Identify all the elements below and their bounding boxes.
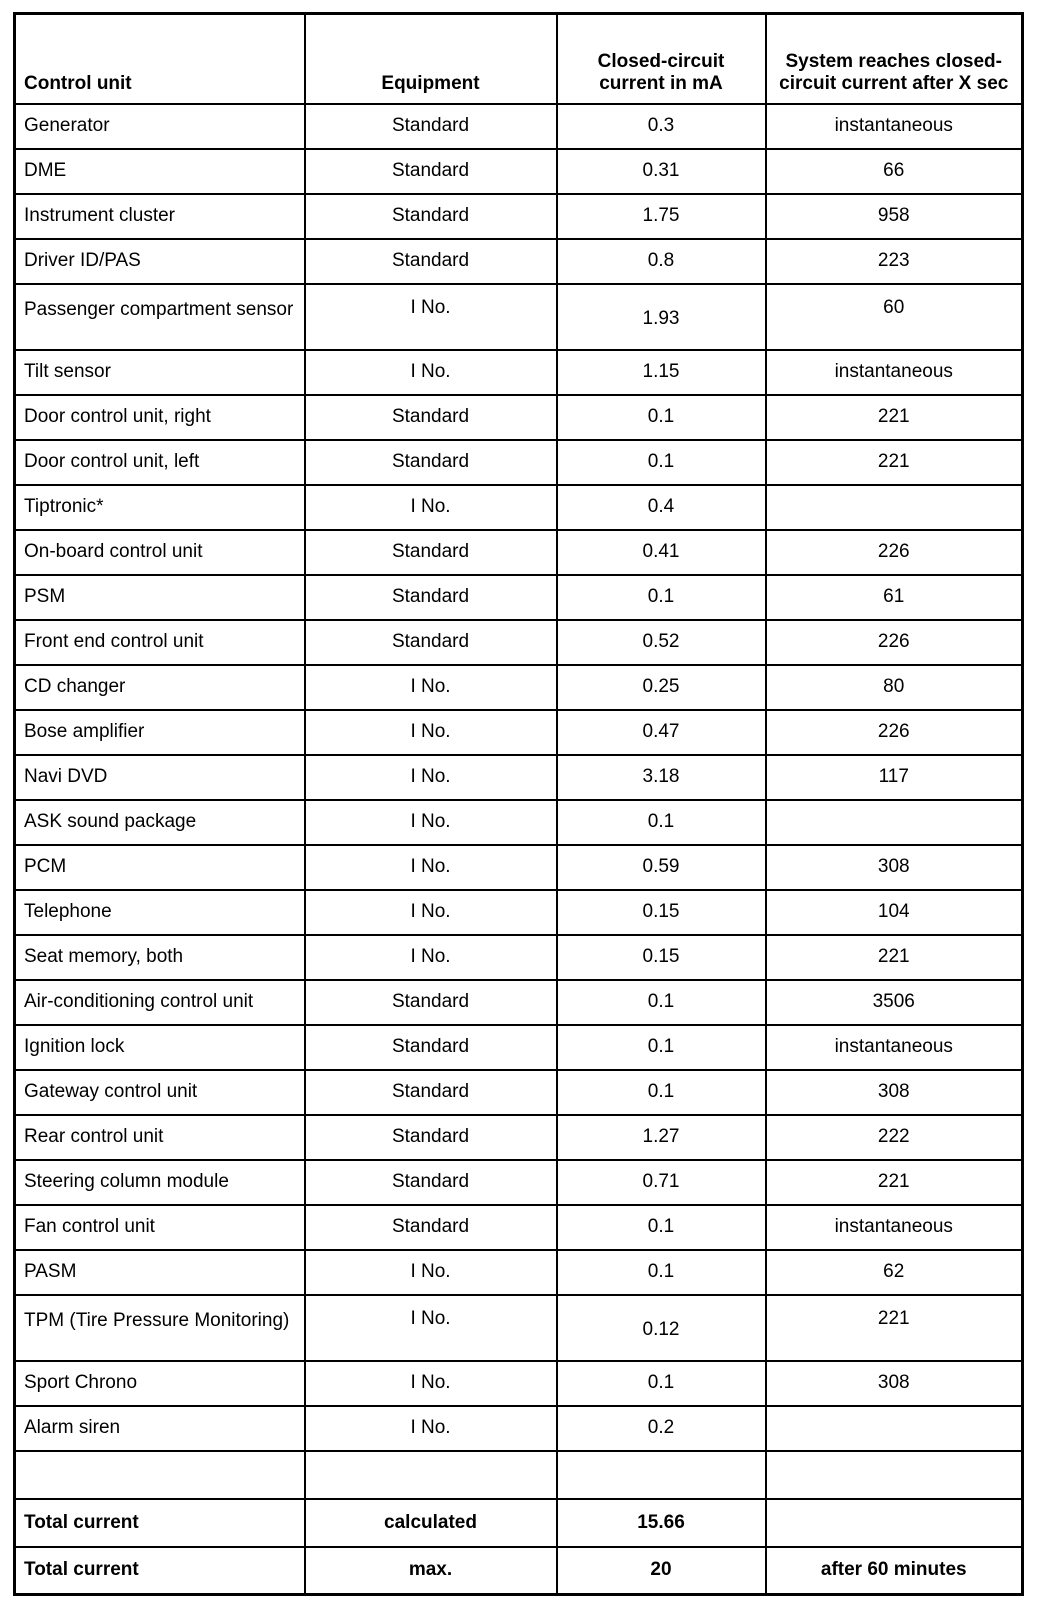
cell-current: 0.31: [557, 149, 766, 194]
cell-equipment: I No.: [305, 485, 557, 530]
table-row: [15, 350, 1023, 395]
table-row: [15, 1361, 1023, 1406]
cell-equipment: Standard: [305, 980, 557, 1025]
cell-current: 0.1: [557, 1025, 766, 1070]
cell-time: 308: [766, 845, 1023, 890]
cell-equipment: I No.: [305, 284, 557, 350]
cell-time: 223: [766, 239, 1023, 284]
cell-current: 0.52: [557, 620, 766, 665]
cell-current: 1.75: [557, 194, 766, 239]
cell-control-unit: Alarm siren: [15, 1406, 305, 1451]
cell-equipment: Standard: [305, 440, 557, 485]
cell-time: instantaneous: [766, 1025, 1023, 1070]
cell-control-unit: Seat memory, both: [15, 935, 305, 980]
table-row: [15, 239, 1023, 284]
table-row: [15, 104, 1023, 149]
empty-cell: [305, 1451, 557, 1499]
cell-current: 0.4: [557, 485, 766, 530]
cell-time: 221: [766, 1160, 1023, 1205]
total-cell-current: 15.66: [557, 1499, 766, 1547]
total-row: [15, 1547, 1023, 1595]
table-row: [15, 1406, 1023, 1451]
cell-current: 0.1: [557, 575, 766, 620]
table-header-row: [15, 14, 1023, 104]
cell-time: 80: [766, 665, 1023, 710]
cell-time: 221: [766, 935, 1023, 980]
total-cell-control-unit: Total current: [15, 1547, 305, 1595]
cell-control-unit: Gateway control unit: [15, 1070, 305, 1115]
cell-time: instantaneous: [766, 104, 1023, 149]
cell-equipment: Standard: [305, 1205, 557, 1250]
cell-equipment: Standard: [305, 1115, 557, 1160]
cell-control-unit: DME: [15, 149, 305, 194]
cell-time: instantaneous: [766, 350, 1023, 395]
total-row: [15, 1499, 1023, 1547]
cell-equipment: I No.: [305, 935, 557, 980]
empty-cell: [15, 1451, 305, 1499]
table-row: [15, 1295, 1023, 1361]
table-row: [15, 800, 1023, 845]
cell-equipment: I No.: [305, 890, 557, 935]
cell-control-unit: Tiptronic*: [15, 485, 305, 530]
cell-current: 0.15: [557, 935, 766, 980]
table-row: [15, 980, 1023, 1025]
document: [13, 12, 1021, 1596]
table-row: [15, 1250, 1023, 1295]
closed-circuit-current-table: [13, 12, 1024, 1596]
cell-control-unit: Passenger compartment sensor: [15, 284, 305, 350]
table-row: [15, 149, 1023, 194]
table-row: [15, 665, 1023, 710]
cell-current: 1.15: [557, 350, 766, 395]
cell-control-unit: Front end control unit: [15, 620, 305, 665]
cell-current: 0.1: [557, 1250, 766, 1295]
header-time: System reaches closed-circuit current after X sec: [766, 14, 1023, 104]
cell-control-unit: Rear control unit: [15, 1115, 305, 1160]
table-row: [15, 575, 1023, 620]
cell-equipment: Standard: [305, 194, 557, 239]
cell-equipment: I No.: [305, 845, 557, 890]
cell-current: 0.41: [557, 530, 766, 575]
cell-equipment: I No.: [305, 1295, 557, 1361]
cell-control-unit: Telephone: [15, 890, 305, 935]
cell-time: [766, 485, 1023, 530]
cell-time: instantaneous: [766, 1205, 1023, 1250]
cell-control-unit: Instrument cluster: [15, 194, 305, 239]
cell-current: 0.1: [557, 980, 766, 1025]
cell-time: 308: [766, 1361, 1023, 1406]
empty-row: [15, 1451, 1023, 1499]
cell-current: 0.1: [557, 1070, 766, 1115]
empty-cell: [766, 1451, 1023, 1499]
table-body: [15, 104, 1023, 1595]
table-row: [15, 845, 1023, 890]
total-cell-current: 20: [557, 1547, 766, 1595]
cell-equipment: Standard: [305, 1025, 557, 1070]
cell-equipment: Standard: [305, 239, 557, 284]
cell-time: 66: [766, 149, 1023, 194]
cell-time: 308: [766, 1070, 1023, 1115]
cell-current: 0.1: [557, 800, 766, 845]
cell-control-unit: TPM (Tire Pressure Monitoring): [15, 1295, 305, 1361]
cell-current: 0.15: [557, 890, 766, 935]
cell-control-unit: Ignition lock: [15, 1025, 305, 1070]
header-control-unit: Control unit: [15, 14, 305, 104]
cell-control-unit: PCM: [15, 845, 305, 890]
cell-equipment: Standard: [305, 395, 557, 440]
cell-current: 0.1: [557, 440, 766, 485]
cell-equipment: I No.: [305, 710, 557, 755]
cell-control-unit: Tilt sensor: [15, 350, 305, 395]
cell-current: 0.1: [557, 1205, 766, 1250]
cell-control-unit: Door control unit, left: [15, 440, 305, 485]
table-row: [15, 485, 1023, 530]
cell-current: 0.2: [557, 1406, 766, 1451]
table-row: [15, 890, 1023, 935]
table-row: [15, 1025, 1023, 1070]
cell-time: [766, 1406, 1023, 1451]
cell-equipment: I No.: [305, 755, 557, 800]
cell-time: 104: [766, 890, 1023, 935]
cell-current: 0.47: [557, 710, 766, 755]
table-row: [15, 284, 1023, 350]
cell-time: 226: [766, 620, 1023, 665]
table-row: [15, 620, 1023, 665]
table-row: [15, 1070, 1023, 1115]
cell-time: 62: [766, 1250, 1023, 1295]
table-row: [15, 935, 1023, 980]
cell-current: 0.1: [557, 395, 766, 440]
header-equipment: Equipment: [305, 14, 557, 104]
total-cell-time: after 60 minutes: [766, 1547, 1023, 1595]
cell-current: 0.59: [557, 845, 766, 890]
cell-equipment: Standard: [305, 149, 557, 194]
cell-current: 0.71: [557, 1160, 766, 1205]
cell-equipment: Standard: [305, 620, 557, 665]
cell-equipment: I No.: [305, 350, 557, 395]
table-row: [15, 395, 1023, 440]
table-row: [15, 755, 1023, 800]
cell-equipment: Standard: [305, 575, 557, 620]
cell-control-unit: Navi DVD: [15, 755, 305, 800]
cell-control-unit: Air-conditioning control unit: [15, 980, 305, 1025]
cell-current: 0.8: [557, 239, 766, 284]
cell-current: 0.25: [557, 665, 766, 710]
cell-time: 222: [766, 1115, 1023, 1160]
cell-time: 958: [766, 194, 1023, 239]
cell-control-unit: Driver ID/PAS: [15, 239, 305, 284]
cell-time: 226: [766, 710, 1023, 755]
cell-control-unit: Fan control unit: [15, 1205, 305, 1250]
cell-time: 221: [766, 1295, 1023, 1361]
cell-control-unit: CD changer: [15, 665, 305, 710]
table-row: [15, 1160, 1023, 1205]
cell-time: [766, 800, 1023, 845]
cell-time: 221: [766, 395, 1023, 440]
table-row: [15, 1205, 1023, 1250]
total-cell-equipment: max.: [305, 1547, 557, 1595]
cell-equipment: I No.: [305, 1406, 557, 1451]
total-cell-control-unit: Total current: [15, 1499, 305, 1547]
cell-current: 3.18: [557, 755, 766, 800]
cell-control-unit: On-board control unit: [15, 530, 305, 575]
cell-time: 117: [766, 755, 1023, 800]
cell-time: 61: [766, 575, 1023, 620]
cell-equipment: I No.: [305, 800, 557, 845]
cell-equipment: Standard: [305, 530, 557, 575]
total-cell-time: [766, 1499, 1023, 1547]
cell-equipment: I No.: [305, 1361, 557, 1406]
empty-cell: [557, 1451, 766, 1499]
cell-control-unit: ASK sound package: [15, 800, 305, 845]
cell-control-unit: PASM: [15, 1250, 305, 1295]
table-row: [15, 194, 1023, 239]
total-cell-equipment: calculated: [305, 1499, 557, 1547]
table-row: [15, 530, 1023, 575]
header-current: Closed-circuit current in mA: [557, 14, 766, 104]
cell-control-unit: PSM: [15, 575, 305, 620]
table-row: [15, 1115, 1023, 1160]
cell-current: 0.1: [557, 1361, 766, 1406]
cell-equipment: Standard: [305, 104, 557, 149]
cell-equipment: I No.: [305, 1250, 557, 1295]
cell-control-unit: Steering column module: [15, 1160, 305, 1205]
cell-equipment: Standard: [305, 1160, 557, 1205]
cell-time: 3506: [766, 980, 1023, 1025]
cell-current: 1.93: [557, 284, 766, 350]
cell-control-unit: Sport Chrono: [15, 1361, 305, 1406]
cell-equipment: I No.: [305, 665, 557, 710]
cell-current: 1.27: [557, 1115, 766, 1160]
cell-time: 221: [766, 440, 1023, 485]
table-row: [15, 710, 1023, 755]
cell-equipment: Standard: [305, 1070, 557, 1115]
cell-control-unit: Generator: [15, 104, 305, 149]
cell-time: 60: [766, 284, 1023, 350]
cell-control-unit: Door control unit, right: [15, 395, 305, 440]
table-row: [15, 440, 1023, 485]
cell-time: 226: [766, 530, 1023, 575]
cell-current: 0.3: [557, 104, 766, 149]
cell-current: 0.12: [557, 1295, 766, 1361]
cell-control-unit: Bose amplifier: [15, 710, 305, 755]
